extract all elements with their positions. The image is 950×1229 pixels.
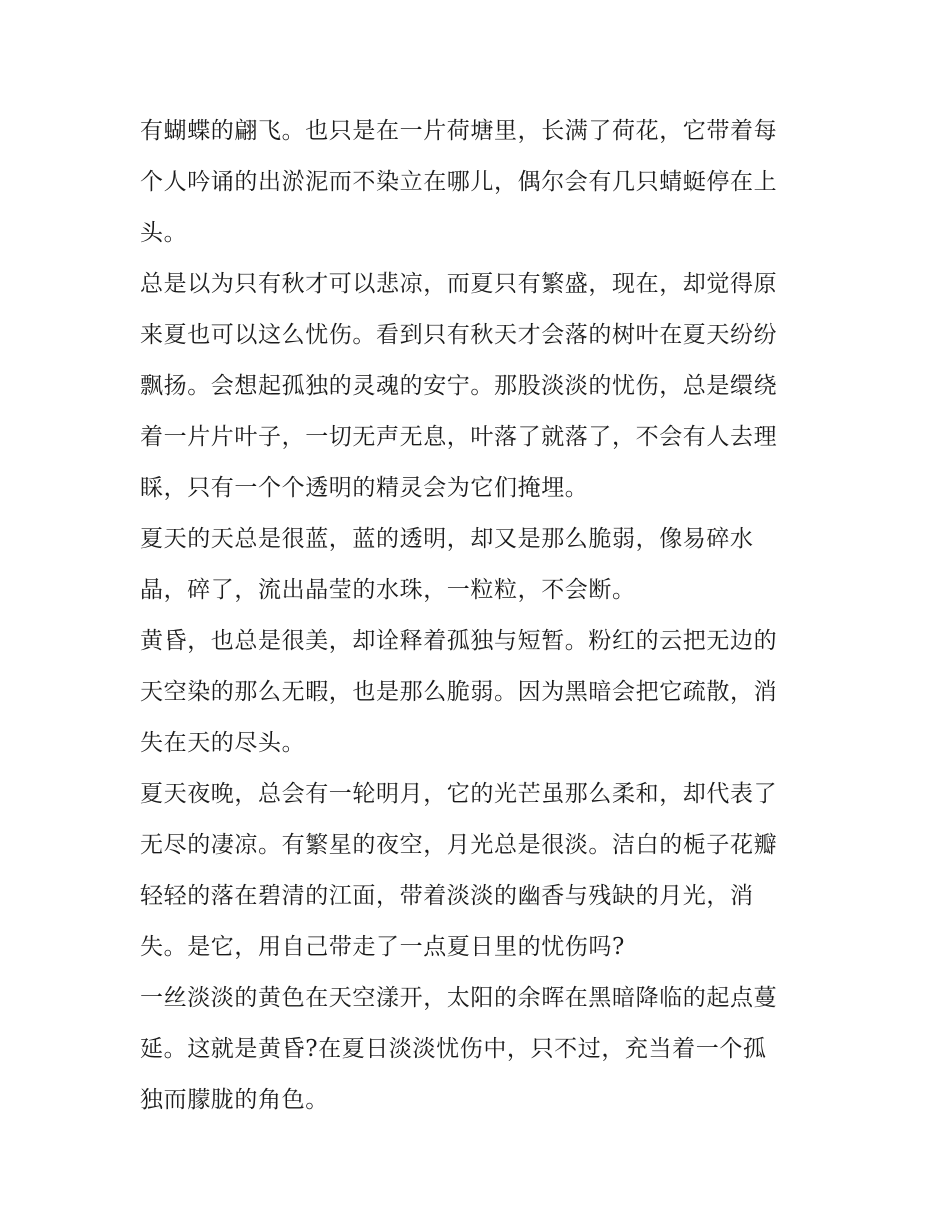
text-line: 头。 bbox=[140, 220, 188, 246]
text-line: 飘扬。会想起孤独的灵魂的安宁。那股淡淡的忧伤，总是缳绕 bbox=[140, 373, 778, 399]
text-line: 无尽的凄凉。有繁星的夜空，月光总是很淡。洁白的栀子花瓣 bbox=[140, 832, 778, 858]
text-line: 黄昏，也总是很美，却诠释着孤独与短暂。粉红的云把无边的 bbox=[140, 628, 778, 654]
text-line: 总是以为只有秋才可以悲凉，而夏只有繁盛，现在，却觉得原 bbox=[140, 271, 778, 297]
text-line: 晶，碎了，流出晶莹的水珠，一粒粒，不会断。 bbox=[140, 577, 636, 603]
text-line: 来夏也可以这么忧伤。看到只有秋天才会落的树叶在夏天纷纷 bbox=[140, 322, 778, 348]
text-line: 延。这就是黄昏?在夏日淡淡忧伤中，只不过，充当着一个孤 bbox=[140, 1036, 767, 1062]
text-line: 睬，只有一个个透明的精灵会为它们掩埋。 bbox=[140, 475, 589, 501]
text-line: 着一片片叶子，一切无声无息，叶落了就落了，不会有人去理 bbox=[140, 424, 778, 450]
text-line: 夏天的天总是很蓝，蓝的透明，却又是那么脆弱，像易碎水 bbox=[140, 526, 754, 552]
text-line: 天空染的那么无暇，也是那么脆弱。因为黑暗会把它疏散，消 bbox=[140, 679, 778, 705]
text-line: 夏天夜晚，总会有一轮明月，它的光芒虽那么柔和，却代表了 bbox=[140, 781, 778, 807]
text-line: 有蝴蝶的翩飞。也只是在一片荷塘里，长满了荷花，它带着每 bbox=[140, 118, 778, 144]
text-line: 个人吟诵的出淤泥而不染立在哪儿，偶尔会有几只蜻蜓停在上 bbox=[140, 169, 778, 195]
document-page bbox=[140, 106, 820, 1126]
text-line: 失。是它，用自己带走了一点夏日里的忧伤吗? bbox=[140, 934, 625, 960]
text-line: 一丝淡淡的黄色在天空漾开，太阳的余晖在黑暗降临的起点蔓 bbox=[140, 985, 778, 1011]
text-line: 轻轻的落在碧清的江面，带着淡淡的幽香与残缺的月光，消 bbox=[140, 883, 754, 909]
text-line: 失在天的尽头。 bbox=[140, 730, 306, 756]
text-line: 独而朦胧的角色。 bbox=[140, 1087, 329, 1113]
